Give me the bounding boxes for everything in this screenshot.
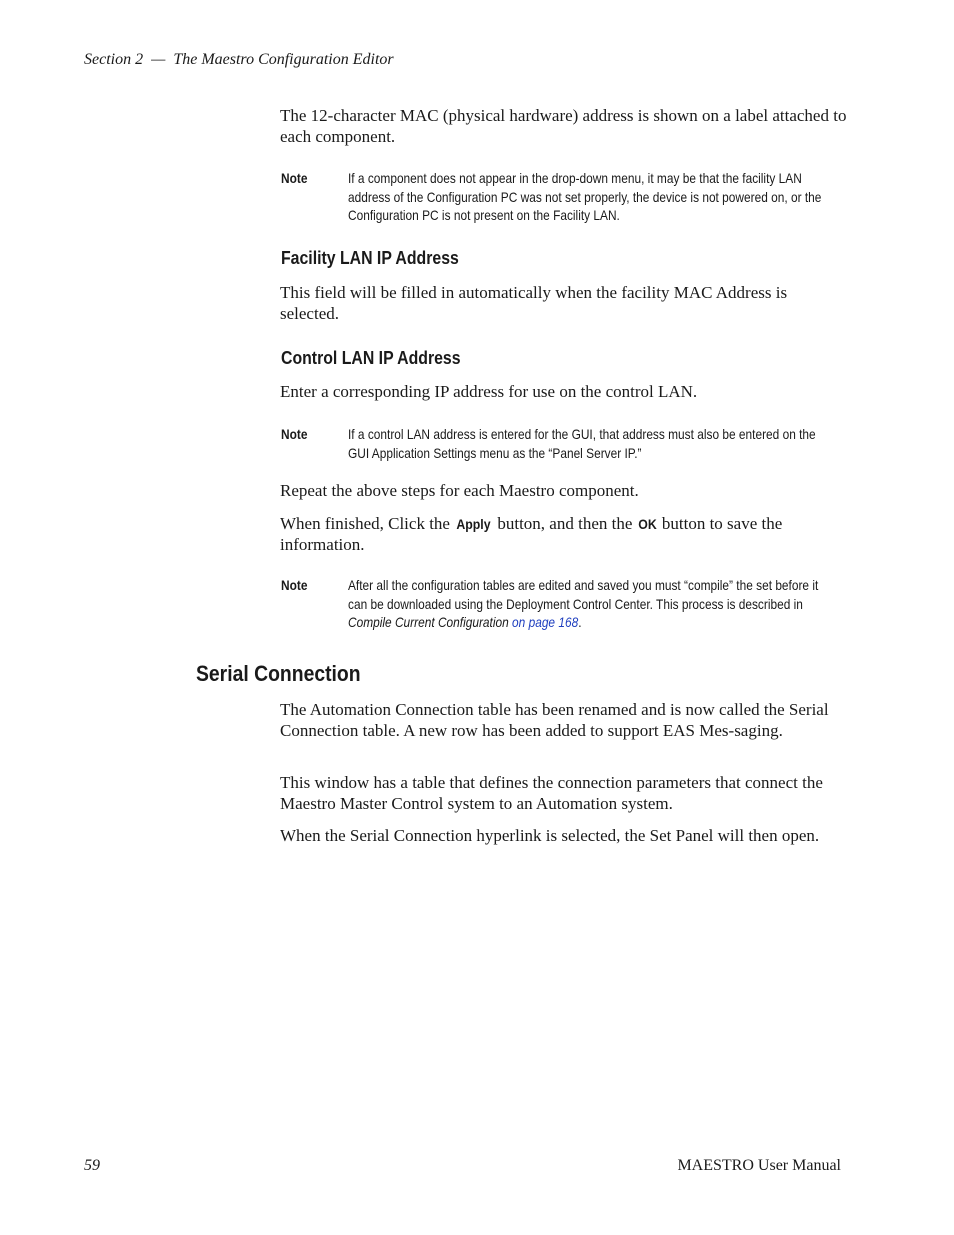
note-label: Note (281, 170, 308, 186)
page-number: 59 (84, 1157, 100, 1174)
paragraph-serial-renamed: The Automation Connection table has been renamed and is now called the Serial Connection table. A new row has been added to support EAS Mes-saging. (280, 700, 829, 740)
heading-facility-lan-ip: Facility LAN IP Address (281, 248, 459, 268)
page-168-link[interactable]: on page 168 (512, 614, 579, 630)
paragraph-mac-address: The 12-character MAC (physical hardware) address is shown on a label attached to each component. (280, 106, 847, 146)
note3-text: After all the configuration tables are edited and saved you must “compile” the set before it can be downloaded using the Deployment Control Center. This process is described in (348, 577, 819, 612)
note-label: Note (281, 577, 308, 593)
header-dash: — (151, 51, 166, 68)
paragraph-when-finished (280, 514, 850, 555)
finish-text-1: When finished, Click the (280, 514, 455, 533)
paragraph-control-ip: Enter a corresponding IP address for use on the control LAN. (280, 382, 698, 401)
note-label: Note (281, 426, 308, 442)
paragraph-serial-window: This window has a table that defines the connection parameters that connect the Maestro Master Control system to an Automation system. (280, 773, 823, 813)
manual-title: MAESTRO User Manual (677, 1157, 841, 1174)
paragraph-serial-hyperlink: When the Serial Connection hyperlink is selected, the Set Panel will then open. (280, 826, 820, 845)
apply-button-ref: Apply (456, 516, 491, 532)
header-section: Section 2 (84, 51, 144, 68)
heading-serial-connection: Serial Connection (196, 661, 361, 686)
note-text-compile: After all the configuration tables are edited and saved you must “compile” the set before it can be downloaded using the Deployment Control Center. This process is described in Compile Current Configuration on page 168. (348, 577, 819, 630)
finish-text-2: button, and then the (493, 514, 637, 533)
ok-button-ref: OK (637, 516, 657, 532)
running-header (84, 51, 394, 69)
note-text-gui-address: If a control LAN address is entered for the GUI, that address must also be entered on the GUI Application Settings menu as the “Panel Server IP.” (348, 426, 816, 461)
paragraph-repeat-steps: Repeat the above steps for each Maestro component. (280, 481, 639, 500)
paragraph-facility-ip: This field will be filled in automatically when the facility MAC Address is selected. (280, 283, 788, 323)
heading-control-lan-ip: Control LAN IP Address (281, 348, 461, 368)
note3-reference: Compile Current Configuration (348, 614, 509, 630)
note-text-dropdown: If a component does not appear in the drop-down menu, it may be that the facility LAN address of the Configuration PC was not set properly, the device is not powered on, or the Configuration PC is not present on the Facility LAN. (348, 170, 822, 223)
finish-text-3: button to save the information. (280, 514, 783, 554)
header-title: The Maestro Configuration Editor (173, 51, 394, 68)
